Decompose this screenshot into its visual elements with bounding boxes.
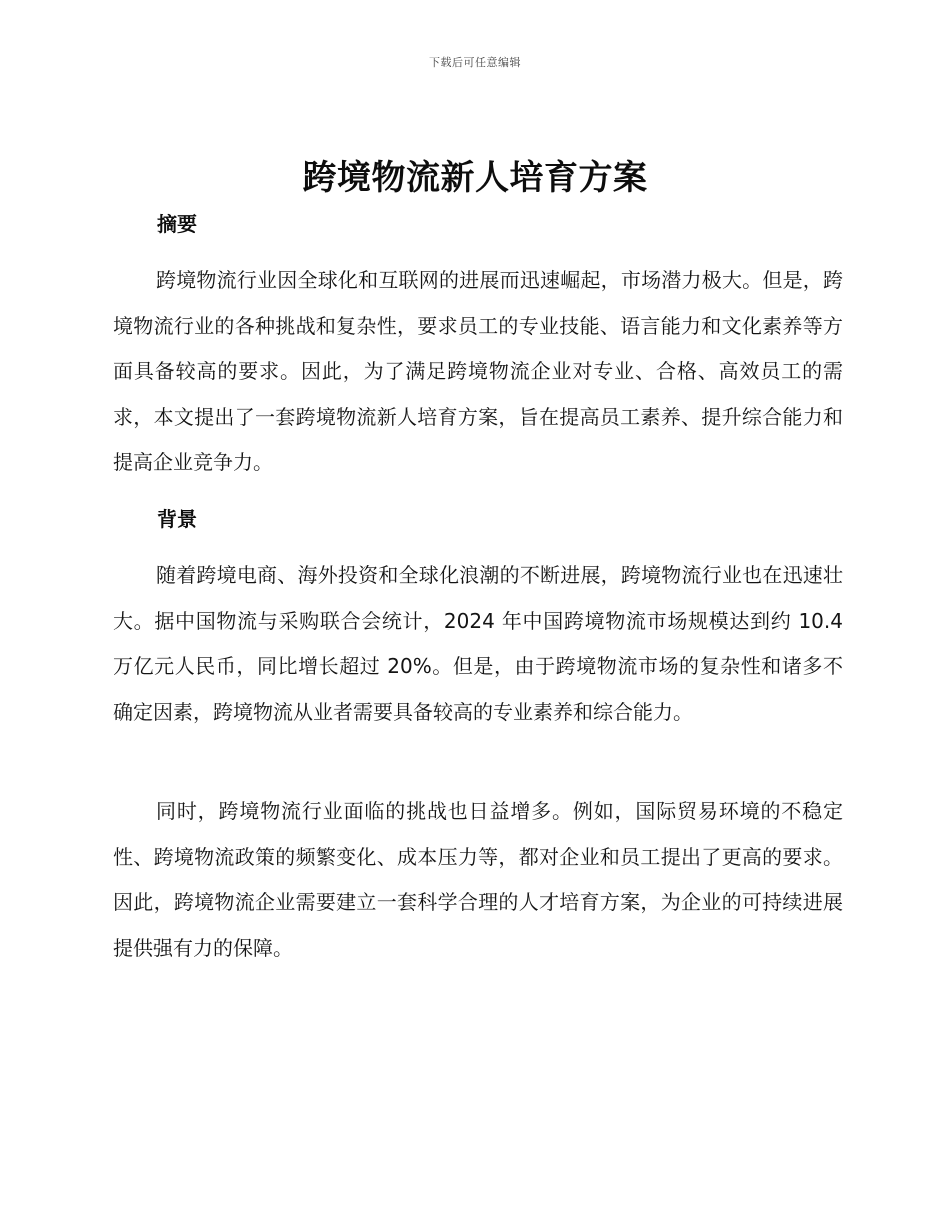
background-paragraph-2: 同时，跨境物流行业面临的挑战也日益增多。例如，国际贸易环境的不稳定性、跨境物流政策的频繁变化、成本压力等，都对企业和员工提出了更高的要求。因此，跨境物流企业需要建立一套科学合理的人才培育方案，为企业的可持续进展提供强有力的保障。 xyxy=(113,799,843,960)
background-paragraph-1: 随着跨境电商、海外投资和全球化浪潮的不断进展，跨境物流行业也在迅速壮大。据中国物流与采购联合会统计，2024 年中国跨境物流市场规模达到约 10.4 万亿元人民币，同比增长超过 20%。但是，由于跨境物流市场的复杂性和诸多不确定因素，跨境物流从业者需要具备较高的专业素养和综合能力。 xyxy=(113,563,843,724)
document-title: 跨境物流新人培育方案 xyxy=(302,158,648,198)
section-heading-background: 背景 xyxy=(157,507,197,531)
section-heading-abstract: 摘要 xyxy=(157,212,197,236)
abstract-paragraph: 跨境物流行业因全球化和互联网的进展而迅速崛起，市场潜力极大。但是，跨境物流行业的各种挑战和复杂性，要求员工的专业技能、语言能力和文化素养等方面具备较高的要求。因此，为了满足跨境物流企业对专业、合格、高效员工的需求，本文提出了一套跨境物流新人培育方案，旨在提高员工素养、提升综合能力和提高企业竞争力。 xyxy=(113,268,843,474)
header-note: 下载后可任意编辑 xyxy=(429,56,521,69)
